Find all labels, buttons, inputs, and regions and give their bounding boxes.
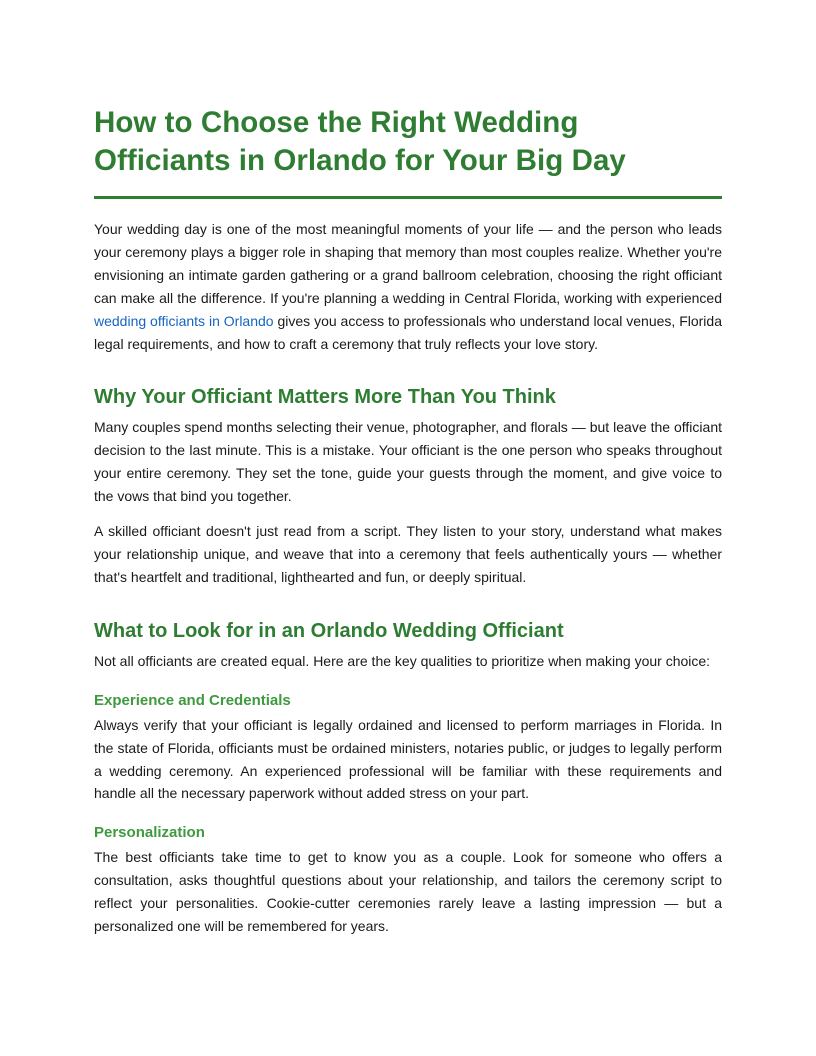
intro-paragraph [94,218,722,355]
section-heading-why-officiant-matters: Why Your Officiant Matters More Than You Think [94,386,556,409]
section2-intro: Not all officiants are created equal. Here are the key qualities to prioritize when making your choice: [94,652,711,669]
subheading-personalization: Personalization [94,824,205,842]
page-title: How to Choose the Right Wedding Officiants in Orlando for Your Big Day [94,106,626,177]
experience-credentials-paragraph: Always verify that your officiant is legally ordained and licensed to perform marriages in Florida. In the state of Florida, officiants must be ordained ministers, notaries public, or judges to legally perform a wedding ceremony. An experienced professional will be familiar with these requirements and handle all the necessary paperwork without added stress on your part. [94,716,722,802]
personalization-paragraph: The best officiants take time to get to know you as a couple. Look for someone who offers a consultation, asks thoughtful questions about your relationship, and tailors the ceremony script to reflect your personalities. Cookie-cutter ceremonies rarely leave a lasting impression — but a personalized one will be remembered for years. [94,849,722,935]
wedding-officiants-link[interactable]: wedding officiants in Orlando [94,312,274,329]
section1-paragraph-2: A skilled officiant doesn't just read from a script. They listen to your story, understand what makes your relationship unique, and weave that into a ceremony that feels authentically yours — whether that's heartfelt and traditional, lighthearted and fun, or deeply spiritual. [94,523,722,585]
subheading-experience-credentials: Experience and Credentials [94,691,291,709]
title-divider [94,196,722,199]
section1-paragraph-1: Many couples spend months selecting their venue, photographer, and florals — but leave the officiant decision to the last minute. This is a mistake. Your officiant is the one person who speaks throughout your entire ceremony. They set the tone, guide your guests through the moment, and give voice to the vows that bind you together. [94,419,722,505]
intro-text-before-link: Your wedding day is one of the most meaningful moments of your life — and the person who leads your ceremony plays a bigger role in shaping that memory than most couples realize. Whether you're envisioning an intimate garden gathering or a grand ballroom celebration, choosing the right officiant can make all the difference. If you're planning a wedding in Central Florida, working with experienced [94,221,722,306]
section-heading-what-to-look-for: What to Look for in an Orlando Wedding Officiant [94,619,564,642]
intro-text-after-link: gives you access to professionals who understand local venues, Florida legal requirements, and how to craft a ceremony that truly reflects your love story. [94,312,722,352]
